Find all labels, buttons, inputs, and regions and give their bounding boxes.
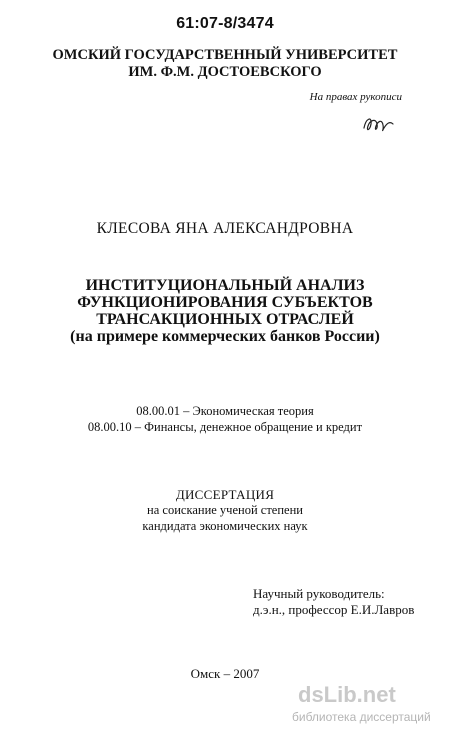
title-line3: ТРАНСАКЦИОННЫХ ОТРАСЛЕЙ (96, 311, 354, 328)
manuscript-rights-note: На правах рукописи (309, 91, 402, 103)
title-line4: (на примере коммерческих банков России) (70, 328, 380, 345)
dissertation-heading: ДИССЕРТАЦИЯ (175, 487, 275, 502)
watermark-site: dsLib.net (298, 682, 396, 707)
city-year: Омск – 2007 (190, 666, 260, 681)
degree-line1: на соискание ученой степени (147, 503, 303, 517)
university-name-line1: ОМСКИЙ ГОСУДАРСТВЕННЫЙ УНИВЕРСИТЕТ (52, 47, 398, 63)
signature-icon (360, 112, 400, 136)
degree-line2: кандидата экономических наук (142, 519, 308, 533)
supervisor-label: Научный руководитель: (253, 586, 385, 601)
archive-code: 61:07-8/3474 (176, 15, 274, 32)
specialty-1: 08.00.01 – Экономическая теория (136, 404, 314, 418)
specialty-2: 08.00.10 – Финансы, денежное обращение и кредит (87, 420, 363, 434)
supervisor-name: д.э.н., профессор Е.И.Лавров (253, 602, 415, 617)
watermark-subtitle: библиотека диссертаций (292, 710, 431, 724)
watermark-logo (292, 680, 450, 731)
title-line2: ФУНКЦИОНИРОВАНИЯ СУБЪЕКТОВ (77, 294, 373, 311)
title-line1: ИНСТИТУЦИОНАЛЬНЫЙ АНАЛИЗ (85, 277, 365, 294)
author-name: КЛЕСОВА ЯНА АЛЕКСАНДРОВНА (96, 220, 354, 237)
university-name-line2: ИМ. Ф.М. ДОСТОЕВСКОГО (128, 64, 322, 80)
